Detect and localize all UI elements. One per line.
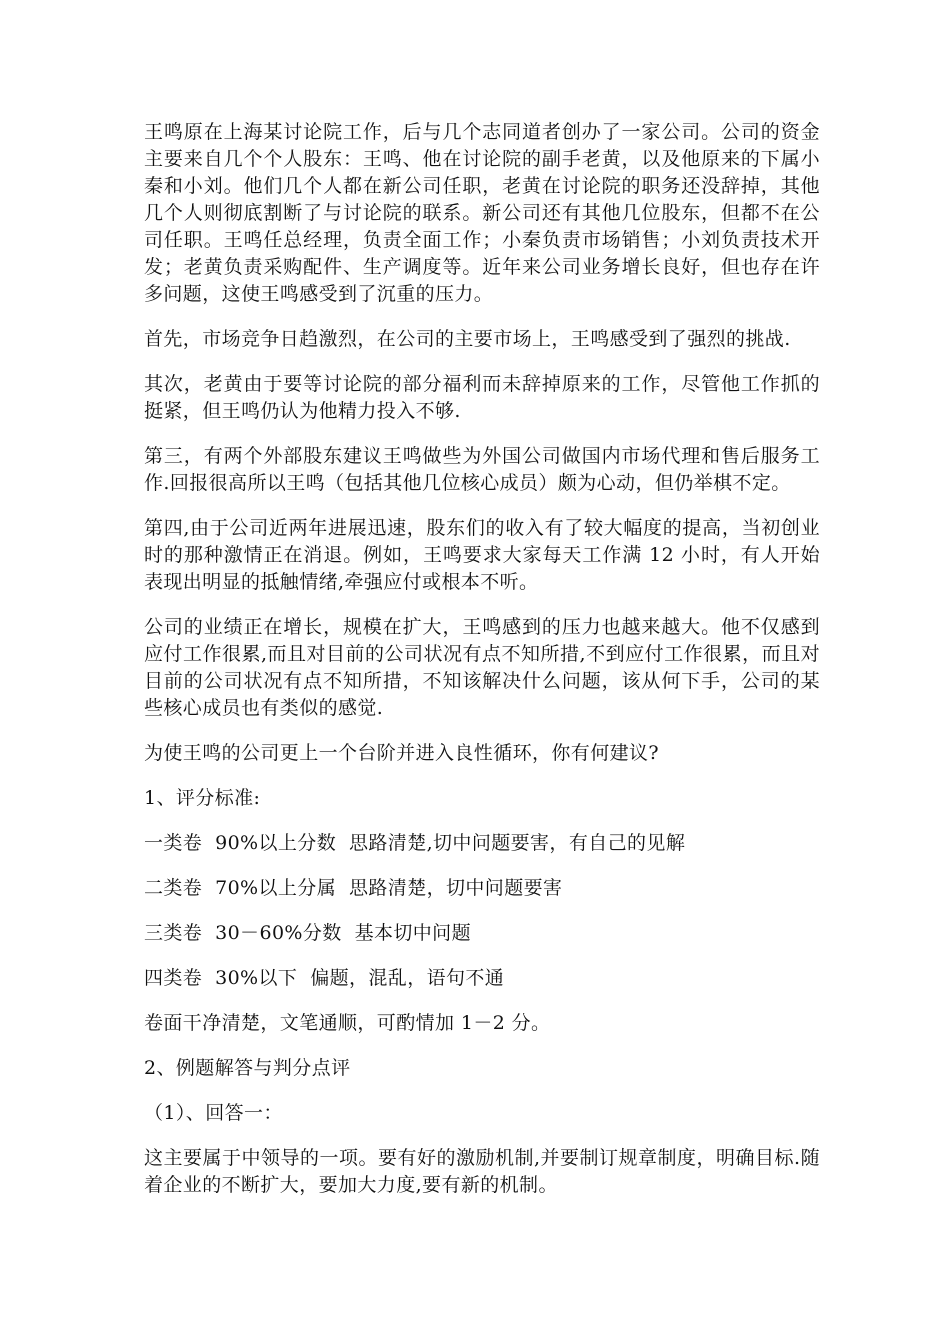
grade-one-line: 一类卷 90%以上分数 思路清楚,切中问题要害，有自己的见解 (144, 832, 686, 854)
bonus-note: 卷面干净清楚，文笔通顺，可酌情加 1－2 分。 (144, 1012, 551, 1034)
answer-one-paragraph: 这主要属于中领导的一项。要有好的激励机制,并要制订规章制度，明确目标.随着企业的不断扩大，要加大力度,要有新的机制。 (144, 1147, 820, 1196)
problem-third-paragraph: 第三，有两个外部股东建议王鸣做些为外国公司做国内市场代理和售后服务工作.回报很高所以王鸣（包括其他几位核心成员）颇为心动，但仍举棋不定。 (144, 445, 820, 494)
example-heading: 2、例题解答与判分点评 (144, 1057, 351, 1079)
scoring-heading: 1、评分标准: (144, 787, 261, 809)
pressure-paragraph: 公司的业绩正在增长，规模在扩大，王鸣感到的压力也越来越大。他不仅感到应付工作很累,而且对目前的公司状况有点不知所措,不到应付工作很累，而且对目前的公司状况有点不知所措，不知该解决什么问题，该从何下手，公司的某些核心成员也有类似的感觉. (144, 616, 820, 719)
grade-two-line: 二类卷 70%以上分属 思路清楚，切中问题要害 (144, 877, 563, 899)
question-paragraph: 为使王鸣的公司更上一个台阶并进入良性循环，你有何建议? (144, 742, 659, 764)
grade-four-line: 四类卷 30%以下 偏题，混乱，语句不通 (144, 967, 505, 989)
document-page (144, 119, 820, 1199)
problem-second-paragraph: 其次，老黄由于要等讨论院的部分福利而未辞掉原来的工作，尽管他工作抓的挺紧，但王鸣仍认为他精力投入不够. (144, 373, 820, 422)
problem-first-paragraph: 首先，市场竞争日趋激烈，在公司的主要市场上，王鸣感受到了强烈的挑战. (144, 328, 791, 350)
grade-three-line: 三类卷 30－60%分数 基本切中问题 (144, 922, 471, 944)
answer-one-heading: （1）、回答一： (144, 1102, 283, 1124)
problem-fourth-paragraph: 第四,由于公司近两年进展迅速，股东们的收入有了较大幅度的提高，当初创业时的那种激情正在消退。例如，王鸣要求大家每天工作满 12 小时，有人开始表现出明显的抵触情绪,牵强应付或根本不听。 (144, 517, 820, 593)
case-intro-paragraph: 王鸣原在上海某讨论院工作，后与几个志同道者创办了一家公司。公司的资金主要来自几个个人股东：王鸣、他在讨论院的副手老黄，以及他原来的下属小秦和小刘。他们几个人都在新公司任职，老黄在讨论院的职务还没辞掉，其他几个人则彻底割断了与讨论院的联系。新公司还有其他几位股东，但都不在公司任职。王鸣任总经理，负责全面工作；小秦负责市场销售；小刘负责技术开发；老黄负责采购配件、生产调度等。近年来公司业务增长良好，但也存在许多问题，这使王鸣感受到了沉重的压力。 (144, 121, 820, 305)
